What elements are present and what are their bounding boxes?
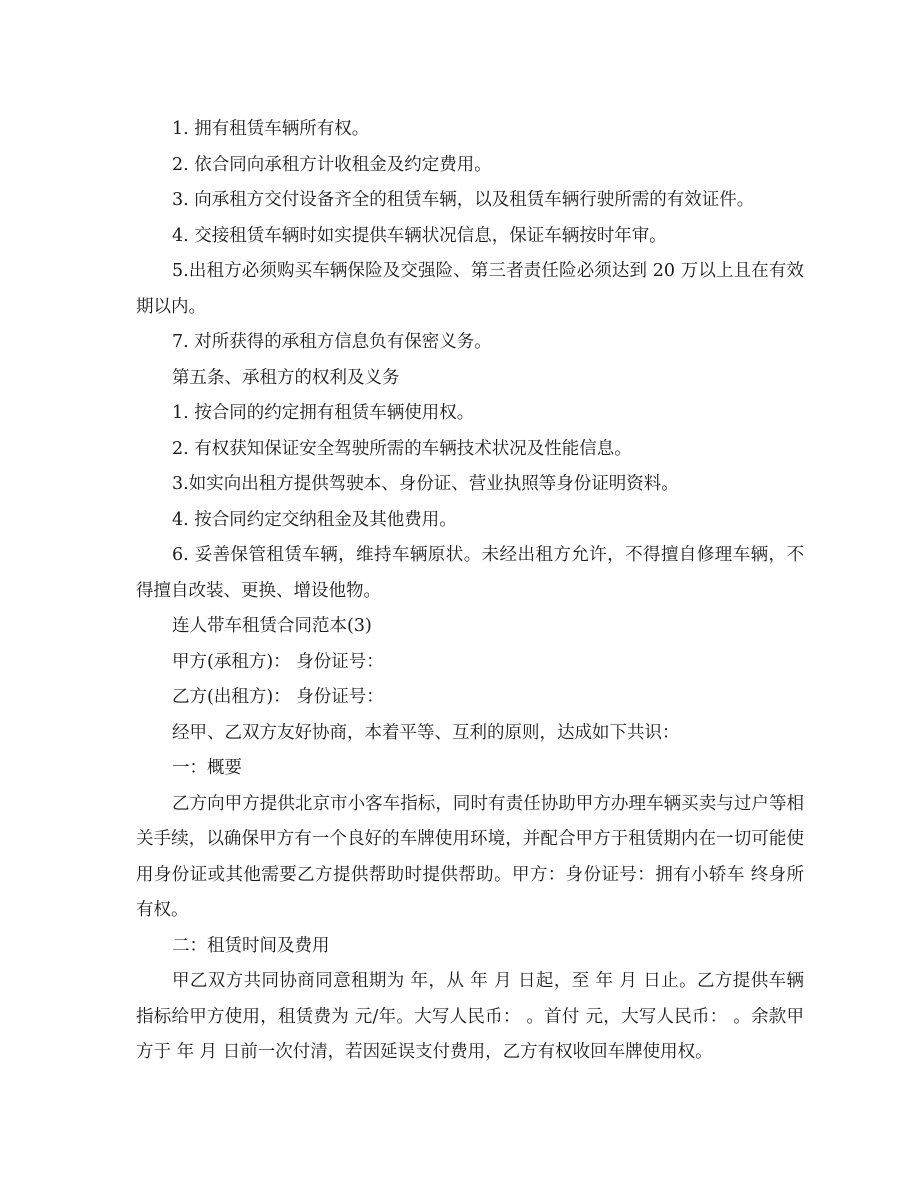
- document-body: [136, 112, 804, 1071]
- party-a-line: 甲方(承租方)： 身份证号：: [172, 651, 384, 672]
- lessee-duty-care: 6. 妥善保管租赁车辆，维持车辆原状。未经出租方允许，不得擅自修理车辆，不得擅自改装、更换、增设他物。: [136, 545, 804, 601]
- lessee-duty-documents: 3.如实向出租方提供驾驶本、身份证、营业执照等身份证明资料。: [172, 474, 679, 494]
- lessor-right-collect-rent: 2. 依合同向承租方计收租金及约定费用。: [172, 154, 492, 175]
- lessee-duty-pay-rent: 4. 按合同约定交纳租金及其他费用。: [172, 509, 457, 530]
- section-term-fees-heading: 二：租赁时间及费用: [172, 935, 330, 956]
- lessor-duty-confidentiality: 7. 对所获得的承租方信息负有保密义务。: [172, 332, 492, 352]
- lessor-duty-deliver-vehicle: 3. 向承租方交付设备齐全的租赁车辆，以及租赁车辆行驶所需的有效证件。: [172, 190, 755, 210]
- article-five-heading: 第五条、承租方的权利及义务: [172, 367, 400, 388]
- party-b-line: 乙方(出租方)： 身份证号：: [172, 687, 384, 707]
- consensus-statement: 经甲、乙双方友好协商，本着平等、互利的原则，达成如下共识：: [172, 722, 680, 743]
- overview-body: 乙方向甲方提供北京市小客车指标，同时有责任协助甲方办理车辆买卖与过户等相关手续，以确保甲方有一个良好的车牌使用环境，并配合甲方于租赁期内在一切可能使用身份证或其他需要乙方提供帮助时提供帮助。甲方：身份证号：拥有小轿车 终身所有权。: [136, 793, 804, 920]
- lessee-right-vehicle-info: 2. 有权获知保证安全驾驶所需的车辆技术状况及性能信息。: [172, 438, 632, 459]
- lessee-right-use: 1. 按合同的约定拥有租赁车辆使用权。: [172, 403, 475, 423]
- section-overview-heading: 一：概要: [172, 758, 242, 778]
- term-fees-body: 甲乙双方共同协商同意租期为 年，从 年 月 日起，至 年 月 日止。乙方提供车辆指标给甲方使用，租赁费为 元/年。大写人民币： 。首付 元，大写人民币： 。余款甲方于 年 月 日前一次付清，若因延误支付费用，乙方有权收回车牌使用权。: [136, 971, 804, 1062]
- lessor-duty-insurance: 5.出租方必须购买车辆保险及交强险、第三者责任险必须达到 20 万以上且在有效期以内。: [136, 261, 804, 317]
- lessor-duty-vehicle-info: 4. 交接租赁车辆时如实提供车辆状况信息，保证车辆按时年审。: [172, 225, 667, 246]
- contract-template-title: 连人带车租赁合同范本(3): [172, 616, 372, 636]
- lessor-right-ownership: 1. 拥有租赁车辆所有权。: [172, 119, 370, 139]
